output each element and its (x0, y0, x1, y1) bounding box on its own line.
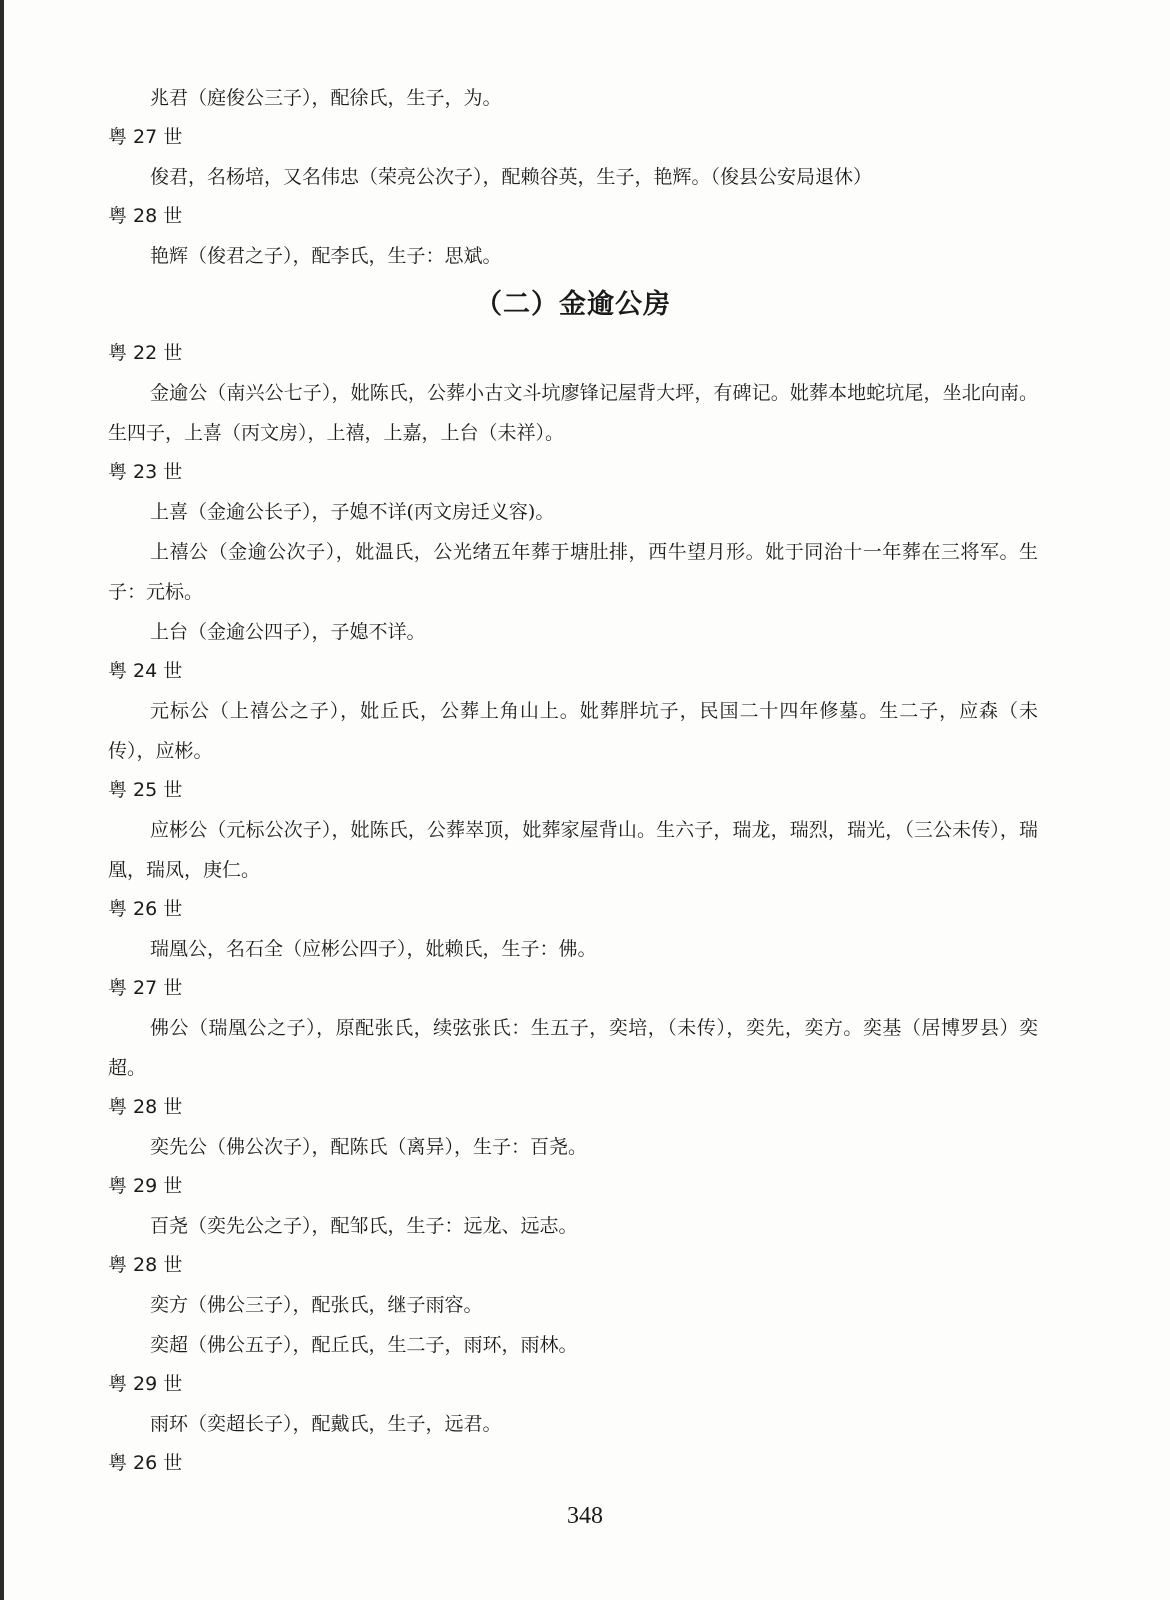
generation-heading: 粤 27 世 (108, 126, 183, 148)
genealogy-entry: 雨环（奕超长子），配戴氏，生子，远君。 (150, 1413, 502, 1435)
generation-heading: 粤 25 世 (108, 779, 183, 801)
generation-heading: 粤 24 世 (108, 660, 183, 682)
genealogy-entry: 金逾公（南兴公七子），妣陈氏，公葬小古文斗坑廖锋记屋背大坪，有碑记。妣葬本地蛇坑尾，坐北向南。生四子，上喜（丙文房），上禧，上嘉，上台（未祥）。 (108, 382, 1038, 444)
genealogy-entry: 奕先公（佛公次子），配陈氏（离异），生子：百尧。 (150, 1136, 588, 1158)
genealogy-entry: 兆君（庭俊公三子），配徐氏，生子，为。 (150, 87, 502, 109)
genealogy-entry: 奕超（佛公五子），配丘氏，生二子，雨环，雨林。 (150, 1334, 578, 1356)
genealogy-entry: 上喜（金逾公长子），子媳不详(丙文房迁义容)。 (150, 501, 555, 523)
generation-heading: 粤 28 世 (108, 1096, 183, 1118)
section-title: （二）金逾公房 (475, 289, 671, 320)
page-number: 348 (567, 1503, 603, 1529)
generation-heading: 粤 26 世 (108, 898, 183, 920)
genealogy-entry: 应彬公（元标公次子），妣陈氏，公葬崒顶，妣葬家屋背山。生六子，瑞龙，瑞烈，瑞光，（三公未传），瑞凰，瑞凤，庚仁。 (108, 819, 1038, 881)
generation-heading: 粤 28 世 (108, 205, 183, 227)
genealogy-entry: 佛公（瑞凰公之子），原配张氏，续弦张氏：生五子，奕培，（未传），奕先，奕方。奕基（居博罗县）奕超。 (108, 1017, 1038, 1079)
genealogy-entry: 百尧（奕先公之子），配邹氏，生子：远龙、远志。 (150, 1215, 578, 1237)
genealogy-entry: 元标公（上禧公之子），妣丘氏，公葬上角山上。妣葬胖坑子，民国二十四年修墓。生二子，应森（未传），应彬。 (108, 700, 1038, 762)
generation-heading: 粤 28 世 (108, 1254, 183, 1276)
generation-heading: 粤 29 世 (108, 1175, 183, 1197)
genealogy-page-body (108, 78, 1038, 1483)
page-edge-shadow (0, 0, 4, 1600)
genealogy-entry: 瑞凰公，名石全（应彬公四子），妣赖氏，生子：佛。 (150, 938, 597, 960)
genealogy-entry: 上禧公（金逾公次子），妣温氏，公光绪五年葬于塘肚排，西牛望月形。妣于同治十一年葬在三将军。生子：元标。 (108, 541, 1038, 603)
generation-heading: 粤 29 世 (108, 1373, 183, 1395)
genealogy-entry: 艳辉（俊君之子），配李氏，生子：思斌。 (150, 245, 502, 267)
genealogy-entry: 奕方（佛公三子），配张氏，继子雨容。 (150, 1294, 483, 1316)
genealogy-entry: 俊君，名杨培，又名伟忠（荣亮公次子），配赖谷英，生子，艳辉。（俊县公安局退休） (150, 166, 873, 188)
generation-heading: 粤 27 世 (108, 977, 183, 999)
generation-heading: 粤 22 世 (108, 342, 183, 364)
genealogy-entry: 上台（金逾公四子），子媳不详。 (150, 621, 426, 643)
generation-heading: 粤 23 世 (108, 461, 183, 483)
generation-heading: 粤 26 世 (108, 1452, 183, 1474)
